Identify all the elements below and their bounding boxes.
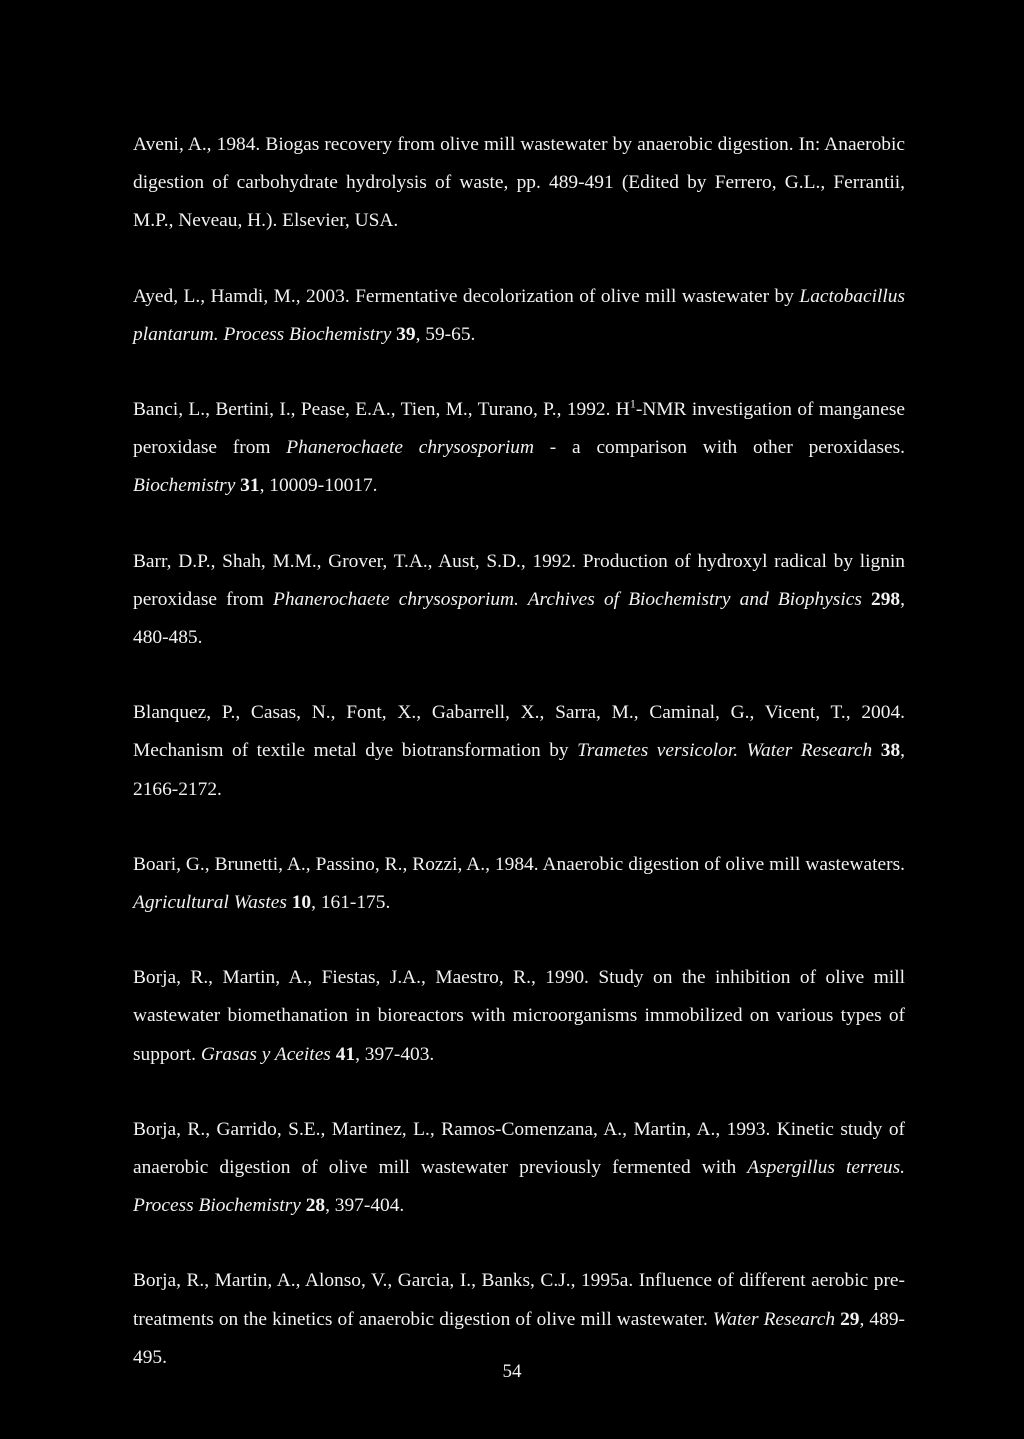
reference-entry bbox=[133, 126, 905, 241]
reference-list bbox=[133, 126, 905, 1414]
reference-entry bbox=[133, 391, 905, 506]
reference-text: Trametes versicolor. Water Research bbox=[577, 740, 873, 762]
reference-text: 298 bbox=[861, 588, 901, 610]
reference-text: Grasas y Aceites bbox=[200, 1043, 331, 1065]
reference-text: 39 bbox=[391, 323, 416, 345]
reference-text: Boari, G., Brunetti, A., Passino, R., Rozzi, A., 1984. Anaerobic digestion of olive mill wastewaters. bbox=[133, 853, 905, 875]
reference-text: , 10009-10017. bbox=[259, 475, 378, 497]
reference-text: Borja, R., Martin, A., Alonso, V., Garcia, I., Banks, C.J., 1995a. Influence of different aerobic pre-treatments on the kinetics of anaerobic digestion of olive mill wastewater. bbox=[133, 1270, 905, 1330]
reference-text: , 59-65. bbox=[415, 323, 476, 345]
reference-text: Lactobacillus plantarum. Process Biochemistry bbox=[133, 285, 905, 345]
reference-text: 10 bbox=[286, 892, 312, 914]
reference-text: 31 bbox=[235, 475, 260, 497]
reference-entry bbox=[133, 959, 905, 1074]
reference-text: , 480-485. bbox=[133, 588, 905, 649]
reference-text: Aveni, A., 1984. Biogas recovery from olive mill wastewater by anaerobic digestion. In: Anaerobic digestion of carbohydrate hydrolysis of waste, pp. 489-491 (Edited by Ferrero, G.L., Ferrantii, M.P., Neveau, H.). Elsevier, USA. bbox=[133, 134, 905, 232]
reference-text: 41 bbox=[330, 1043, 356, 1065]
reference-text: Agricultural Wastes bbox=[133, 892, 287, 914]
reference-text: Phanerochaete chrysosporium bbox=[286, 437, 534, 459]
reference-text: Borja, R., Garrido, S.E., Martinez, L., Ramos-Comenzana, A., Martin, A., 1993. Kinetic study of anaerobic digestion of olive mill wastewater previously fermented with bbox=[133, 1118, 905, 1179]
reference-text: Barr, D.P., Shah, M.M., Grover, T.A., Aust, S.D., 1992. Production of hydroxyl radical by lignin peroxidase from bbox=[133, 550, 905, 610]
reference-entry bbox=[133, 543, 905, 658]
reference-entry bbox=[133, 846, 905, 922]
reference-text: Blanquez, P., Casas, N., Font, X., Gabarrell, X., Sarra, M., Caminal, G., Vicent, T., 2004. Mechanism of textile metal dye biotransformation by bbox=[133, 702, 905, 762]
reference-text: Ayed, L., Hamdi, M., 2003. Fermentative decolorization of olive mill wastewater by bbox=[133, 285, 800, 307]
reference-text: Banci, L., Bertini, I., Pease, E.A., Tien, M., Turano, P., 1992. H bbox=[133, 399, 630, 421]
reference-text: Borja, R., Martin, A., Fiestas, J.A., Maestro, R., 1990. Study on the inhibition of olive mill wastewater biomethanation in bioreactors with microorganisms immobilized on various types of support. bbox=[133, 967, 905, 1065]
reference-text: , 2166-2172. bbox=[133, 740, 905, 800]
reference-text: - a comparison with other peroxidases. bbox=[534, 437, 905, 459]
reference-entry bbox=[133, 278, 905, 354]
reference-text: 29 bbox=[835, 1308, 860, 1330]
reference-text: , 161-175. bbox=[311, 892, 391, 914]
reference-text: 38 bbox=[872, 740, 901, 762]
reference-text: , 397-403. bbox=[355, 1043, 435, 1065]
reference-text: Aspergillus terreus. Process Biochemistry bbox=[133, 1157, 905, 1217]
reference-text: Phanerochaete chrysosporium. Archives of Biochemistry and Biophysics bbox=[272, 588, 862, 610]
page-number: 54 bbox=[502, 1361, 522, 1382]
reference-text: 1 bbox=[629, 396, 636, 411]
reference-text: , 489-495. bbox=[133, 1308, 905, 1368]
reference-entry bbox=[133, 694, 905, 809]
reference-entry bbox=[133, 1111, 905, 1226]
reference-text: Water Research bbox=[712, 1308, 836, 1330]
reference-text: Biochemistry bbox=[133, 475, 236, 497]
reference-text: , 397-404. bbox=[325, 1195, 405, 1217]
reference-text: -NMR investigation of manganese peroxidase from bbox=[133, 399, 905, 459]
reference-text: 28 bbox=[300, 1195, 326, 1217]
